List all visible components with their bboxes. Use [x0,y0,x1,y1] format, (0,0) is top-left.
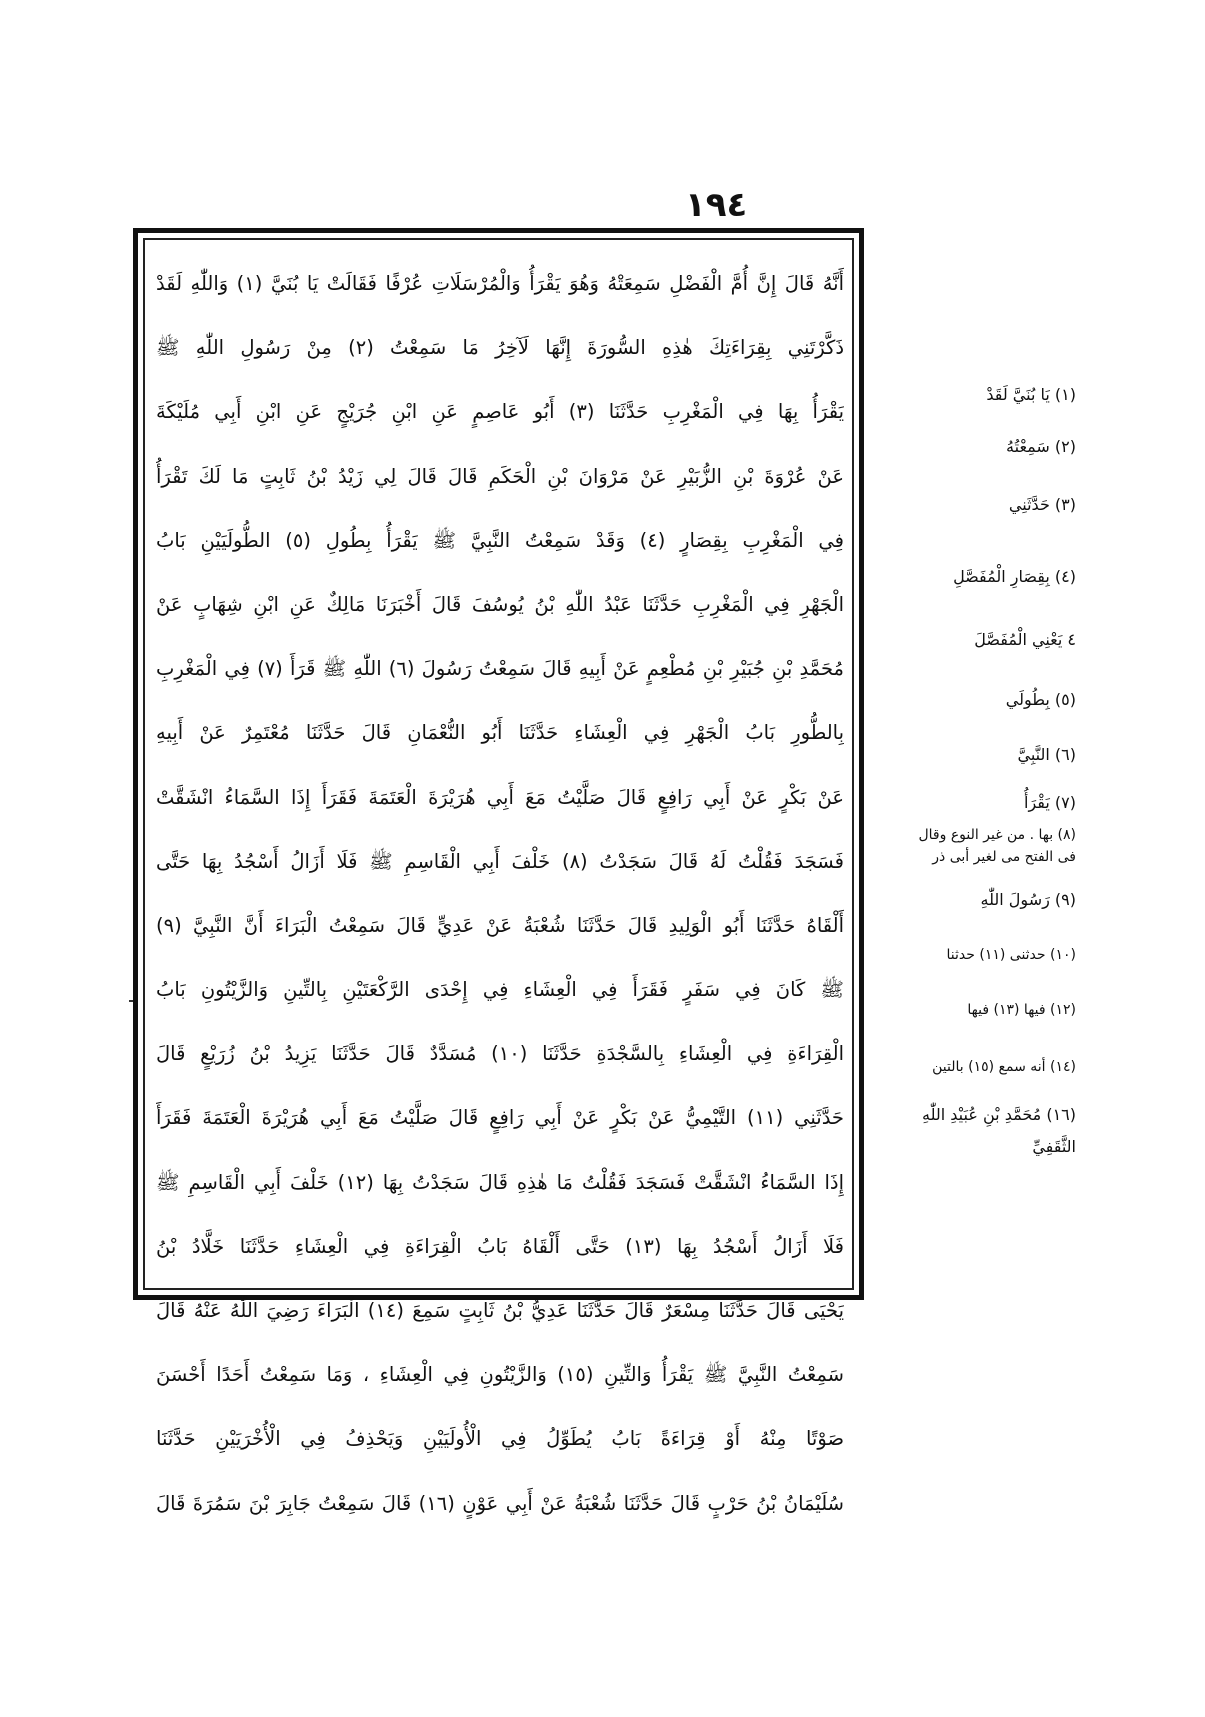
margin-note: (٤) بِقِصَارِ الْمُفَصَّلِ [953,567,1076,586]
text-line: يَحْيَى قَالَ حَدَّثَنَا مِسْعَرٌ قَالَ حَدَّثَنَا عَدِيُّ بْنُ ثَابِتٍ سَمِعَ (١٤) الْبَرَاءَ رَضِيَ اللّٰهُ عَنْهُ قَالَ [156,1299,844,1322]
text-line: صَوْتًا مِنْهُ أَوْ قِرَاءَةً بَابُ يُطَوِّلُ فِي الْأُولَيَيْنِ وَيَحْذِفُ فِي الْأُخْرَيَيْنِ حَدَّثَنَا [156,1427,844,1451]
text-line: عَنْ عُرْوَةَ بْنِ الزُّبَيْرِ عَنْ مَرْوَانَ بْنِ الْحَكَمِ قَالَ قَالَ لِي زَيْدُ بْنُ ثَابِتٍ مَا لَكَ تَقْرَأُ [156,464,844,488]
margin-note: (١٤) أنه سمع (١٥) بالتين [932,1059,1076,1075]
text-line: مُحَمَّدِ بْنِ جُبَيْرِ بْنِ مُطْعِمٍ عَنْ أَبِيهِ قَالَ سَمِعْتُ رَسُولَ (٦) اللّٰهِ ﷺ قَرَأَ (٧) فِي الْمَغْرِبِ [156,657,844,681]
text-line: فَلَا أَزَالُ أَسْجُدُ بِهَا (١٣) حَتَّى أَلْقَاهُ بَابُ الْقِرَاءَةِ فِي الْعِشَاءِ حَدَّثَنَا خَلَّادُ بْنُ [156,1234,844,1258]
margin-note: (١٢) فيها (١٣) فيها [967,1002,1076,1018]
margin-note: الثَّقَفِيِّ [1032,1137,1076,1156]
text-line: يَقْرَأُ بِهَا فِي الْمَغْرِبِ حَدَّثَنَا (٣) أَبُو عَاصِمٍ عَنِ ابْنِ جُرَيْجٍ عَنِ ابْنِ أَبِي مُلَيْكَةَ [156,400,844,424]
text-line: ذَكَّرْتَنِي بِقِرَاءَتِكَ هٰذِهِ السُّورَةَ إِنَّهَا لَآخِرُ مَا سَمِعْتُ (٢) مِنْ رَسُولِ اللّٰهِ ﷺ [156,336,844,360]
text-line: أَنَّهُ قَالَ إِنَّ أُمَّ الْفَضْلِ سَمِعَتْهُ وَهُوَ يَقْرَأُ وَالْمُرْسَلَاتِ عُرْفًا فَقَالَتْ يَا بُنَيَّ (١) وَاللّٰهِ لَقَدْ [156,272,844,295]
scan-mark [129,1000,133,1002]
margin-note: (١) يَا بُنَيَّ لَقَدْ [986,385,1076,404]
margin-note: (٧) يَقْرَأُ [1024,793,1076,812]
text-line: سَمِعْتُ النَّبِيَّ ﷺ يَقْرَأُ وَالتِّينِ (١٥) وَالزَّيْتُونِ فِي الْعِشَاءِ ، وَمَا سَمِعْتُ أَحَدًا أَحْسَنَ [156,1363,844,1387]
main-text-block [156,252,844,1515]
text-line: حَدَّثَنِي (١١) التَّيْمِيُّ عَنْ بَكْرٍ عَنْ أَبِي رَافِعٍ قَالَ صَلَّيْتُ مَعَ أَبِي هُرَيْرَةَ الْعَتَمَةَ فَقَرَأَ [156,1106,844,1130]
text-line: الْجَهْرِ فِي الْمَغْرِبِ حَدَّثَنَا عَبْدُ اللّٰهِ بْنُ يُوسُفَ قَالَ أَخْبَرَنَا مَالِكٌ عَنِ ابْنِ شِهَابٍ عَنْ [156,592,844,616]
text-line: بِالطُّورِ بَابُ الْجَهْرِ فِي الْعِشَاءِ حَدَّثَنَا أَبُو النُّعْمَانِ قَالَ حَدَّثَنَا مُعْتَمِرٌ عَنْ أَبِيهِ [156,721,844,745]
text-line: عَنْ بَكْرٍ عَنْ أَبِي رَافِعٍ قَالَ صَلَّيْتُ مَعَ أَبِي هُرَيْرَةَ الْعَتَمَةَ فَقَرَأَ إِذَا السَّمَاءُ انْشَقَّتْ [156,785,844,809]
text-line: فِي الْمَغْرِبِ بِقِصَارٍ (٤) وَقَدْ سَمِعْتُ النَّبِيَّ ﷺ يَقْرَأُ بِطُولِ (٥) الطُّولَيَيْنِ بَابُ [156,528,844,552]
margin-note: (٦) النَّبِيَّ [1017,745,1076,764]
margin-note: فى الفتح مى لغير أبى ذر [932,849,1076,865]
text-line: إِذَا السَّمَاءُ انْشَقَّتْ فَسَجَدَ فَقُلْتُ مَا هٰذِهِ قَالَ سَجَدْتُ بِهَا (١٢) خَلْفَ أَبِي الْقَاسِمِ ﷺ [156,1170,844,1194]
margin-note: (١٦) مُحَمَّدِ بْنِ عُبَيْدِ اللّٰهِ [922,1105,1076,1124]
margin-note: ٤ يَعْنِي الْمُفَصَّلَ [974,630,1076,649]
page-number: ١٩٤ [685,185,748,225]
text-line: فَسَجَدَ فَقُلْتُ لَهُ قَالَ سَجَدْتُ (٨) خَلْفَ أَبِي الْقَاسِمِ ﷺ فَلَا أَزَالُ أَسْجُدُ بِهَا حَتَّى [156,849,844,873]
text-line: الْقِرَاءَةِ فِي الْعِشَاءِ بِالسَّجْدَةِ حَدَّثَنَا (١٠) مُسَدَّدٌ قَالَ حَدَّثَنَا يَزِيدُ بْنُ زُرَيْعٍ قَالَ [156,1042,844,1066]
margin-note: (٩) رَسُولَ اللّٰهِ [980,890,1076,909]
margin-note: (٥) بِطُولَي [1005,690,1076,709]
margin-note: (٢) سَمِعْتُهُ [1006,437,1076,456]
margin-note: (٨) بها . من غير النوع وقال [918,827,1076,843]
margin-note: (٣) حَدَّثَنِي [1008,495,1076,514]
text-line: أَلْقَاهُ حَدَّثَنَا أَبُو الْوَلِيدِ قَالَ حَدَّثَنَا شُعْبَةُ عَنْ عَدِيٍّ قَالَ سَمِعْتُ الْبَرَاءَ أَنَّ النَّبِيَّ (٩) [156,913,844,937]
margin-note: (١٠) حدثنى (١١) حدثنا [946,947,1076,963]
text-line: سُلَيْمَانُ بْنُ حَرْبٍ قَالَ حَدَّثَنَا شُعْبَةُ عَنْ أَبِي عَوْنٍ (١٦) قَالَ سَمِعْتُ جَابِرَ بْنَ سَمُرَةَ قَالَ [156,1491,844,1515]
text-line: ﷺ كَانَ فِي سَفَرٍ فَقَرَأَ فِي الْعِشَاءِ فِي إِحْدَى الرَّكْعَتَيْنِ بِالتِّينِ وَالزَّيْتُونِ بَابُ [156,978,844,1002]
